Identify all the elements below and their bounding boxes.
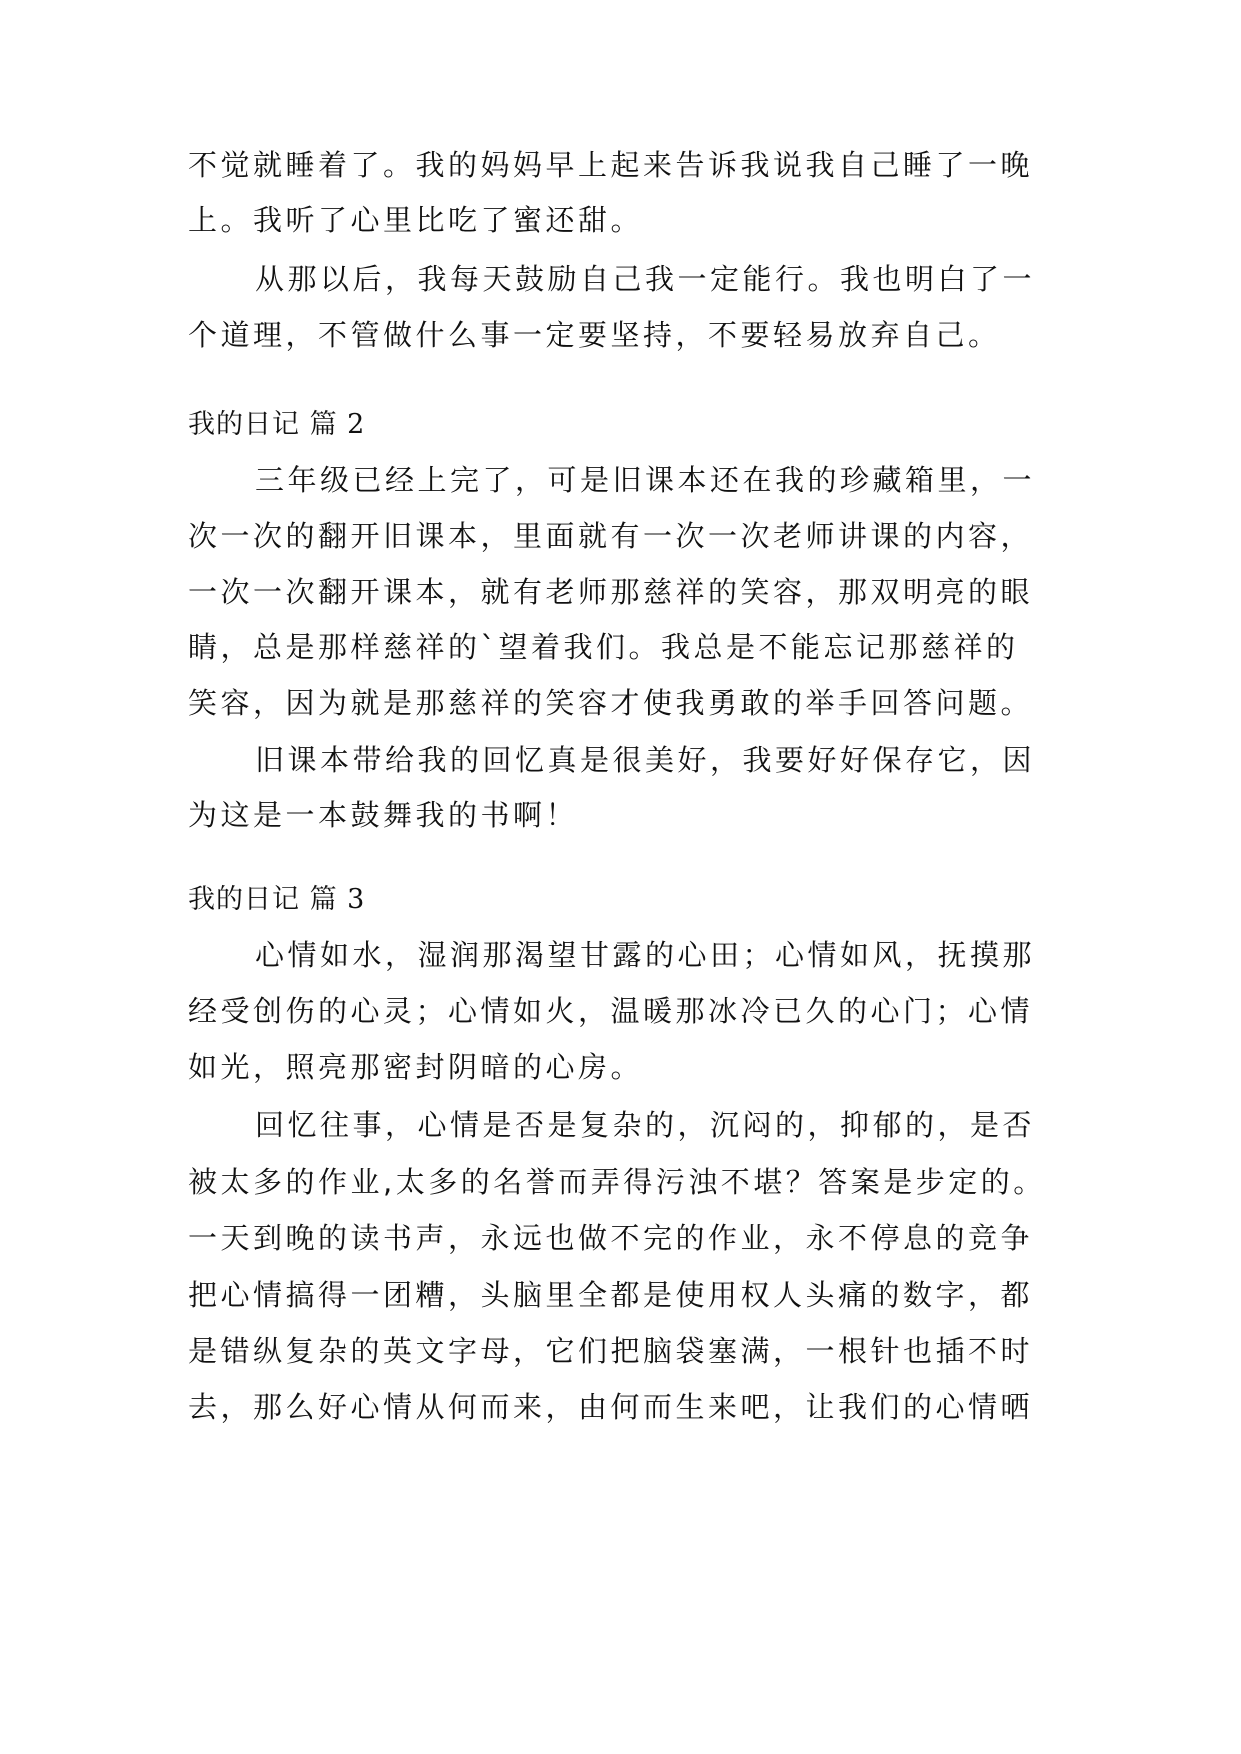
paragraph-line: 睛，总是那样慈祥的`望着我们。我总是不能忘记那慈祥的	[188, 630, 1019, 664]
section-heading: 我的日记 篇 2	[188, 409, 366, 440]
paragraph-line: 去，那么好心情从何而来，由何而生来吧，让我们的心情晒	[188, 1390, 1034, 1424]
paragraph-line: 心情如水，湿润那渴望甘露的心田；心情如风，抚摸那	[255, 938, 1036, 972]
paragraph-line: 把心情搞得一团糟，头脑里全都是使用权人头痛的数字，都	[188, 1278, 1034, 1312]
paragraph-line: 上。我听了心里比吃了蜜还甜。	[188, 203, 644, 237]
paragraph-line: 不觉就睡着了。我的妈妈早上起来告诉我说我自己睡了一晚	[188, 148, 1034, 182]
paragraph-line: 旧课本带给我的回忆真是很美好，我要好好保存它，因	[255, 743, 1036, 777]
paragraph-line: 一天到晚的读书声，永远也做不完的作业，永不停息的竞争	[188, 1221, 1034, 1255]
section-heading: 我的日记 篇 3	[188, 884, 366, 915]
paragraph-line: 经受创伤的心灵；心情如火，温暖那冰冷已久的心门；心情	[188, 994, 1034, 1028]
paragraph-line: 个道理，不管做什么事一定要坚持，不要轻易放弃自己。	[188, 318, 1001, 352]
paragraph-line: 从那以后，我每天鼓励自己我一定能行。我也明白了一	[255, 262, 1036, 296]
paragraph-line: 三年级已经上完了，可是旧课本还在我的珍藏箱里，一	[255, 463, 1036, 497]
paragraph-line: 如光，照亮那密封阴暗的心房。	[188, 1050, 644, 1084]
paragraph-line: 回忆往事，心情是否是复杂的，沉闷的，抑郁的，是否	[255, 1108, 1036, 1142]
paragraph-line: 次一次的翻开旧课本，里面就有一次一次老师讲课的内容，	[188, 519, 1034, 553]
paragraph-line: 一次一次翻开课本，就有老师那慈祥的笑容，那双明亮的眼	[188, 575, 1034, 609]
paragraph-line: 是错纵复杂的英文字母，它们把脑袋塞满，一根针也插不时	[188, 1334, 1034, 1368]
paragraph-line: 笑容，因为就是那慈祥的笑容才使我勇敢的举手回答问题。	[188, 686, 1034, 720]
paragraph-line: 为这是一本鼓舞我的书啊！	[188, 798, 579, 832]
paragraph-line: 被太多的作业,太多的名誉而弄得污浊不堪？答案是步定的。	[188, 1165, 1046, 1199]
